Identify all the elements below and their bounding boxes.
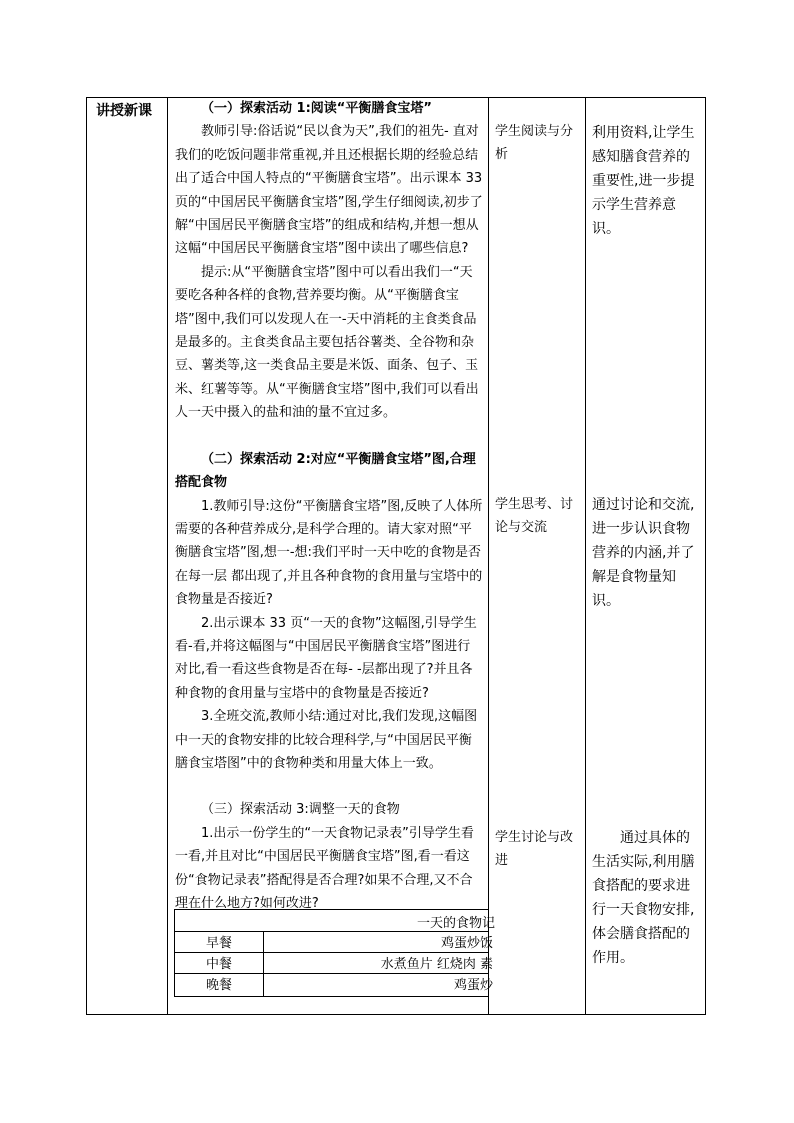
table-border-left [86, 97, 87, 1015]
section-2-paragraph: 3.全班交流,教师小结:通过对比,我们发现,这幅图中一天的食物安排的比较合理科学,与“中国居民平衡膳食宝塔图”中的食物种类和用量大体上一致。 [175, 709, 478, 771]
section-gap [175, 425, 483, 448]
column-divider-1 [167, 97, 168, 1015]
food-record-title: 一天的食物记 [416, 916, 495, 931]
food-record-header-row [175, 910, 495, 932]
table-row [175, 974, 493, 997]
table-row [175, 953, 493, 974]
column-divider-2 [488, 97, 489, 1015]
food-record-table [174, 909, 495, 997]
design-intent-2: 通过讨论和交流,进一步认识食物营养的内涵,并了解是食物量知识。 [592, 497, 695, 609]
design-intent-1: 利用资料,让学生感知膳食营养的重要性,进一步提示学生营养意识。 [592, 125, 695, 237]
lesson-plan-table [86, 97, 706, 1015]
row-label: 讲授新课 [96, 103, 152, 119]
meal-food: 鸡蛋炒 [453, 978, 493, 993]
table-border-right [705, 97, 706, 1015]
meal-food: 鸡蛋炒饭 [440, 936, 493, 951]
design-intent-3: 通过具体的生活实际,利用膳食搭配的要求进行一天食物安排,体会膳食搭配的作用。 [592, 830, 695, 966]
meal-name: 早餐 [175, 932, 264, 952]
section-2-title: （二）探索活动 2:对应“平衡膳食宝塔”图,合理搭配食物 [175, 451, 476, 491]
teaching-content [175, 97, 483, 915]
section-gap [175, 775, 483, 798]
section-2-paragraph: 1.教师引导:这份“平衡膳食宝塔”图,反映了人体所需要的各种营养成分,是科学合理的。请大家对照“平衡膳食宝塔”图,想一-想:我们平时一天中吃的食物是否在每一层 都出现了,并且各种食物的食用量与宝塔中的食物量是否接近? [175, 498, 483, 608]
table-border-bottom [86, 1014, 706, 1015]
section-1-title: （一）探索活动 1:阅读“平衡膳食宝塔” [201, 101, 432, 116]
student-activity-3: 学生讨论与改进 [495, 830, 574, 869]
table-row [175, 932, 493, 953]
section-1-paragraph: 教师引导:俗话说“民以食为天”,我们的祖先- 直对我们的吃饭问题非常重视,并且还根据长期的经验总结出了适合中国人特点的“平衡膳食宝塔”。出示课本 33 页的“中国居民平衡膳食宝塔”图,学生仔细阅读,初步了解“中国居民平衡膳食宝塔”的组成和结构,并想一想从这幅“中国居民平衡膳食宝塔”图中读出了哪些信息? [175, 124, 483, 257]
column-divider-3 [585, 97, 586, 1015]
meal-food: 水煮鱼片 红烧肉 素 [380, 957, 493, 972]
meal-name: 中餐 [175, 953, 264, 973]
student-activity-2: 学生思考、讨论与交流 [495, 497, 574, 536]
section-2-paragraph: 2.出示课本 33 页“一天的食物”这幅图,引导学生看-看,并将这幅图与“中国居民平衡膳食宝塔”图进行对比,看一看这些食物是否在每- -层都出现了?并且各种食物的食用量与宝塔中的食物量是否接近? [175, 615, 477, 701]
student-activity-1: 学生阅读与分析 [495, 124, 574, 163]
meal-name: 晚餐 [175, 974, 264, 996]
section-1-paragraph: 提示:从“平衡膳食宝塔”图中可以看出我们一“天要吃各种各样的食物,营养要均衡。从“平衡膳食宝塔”图中,我们可以发现人在一-天中消耗的主食类食品是最多的。主食类食品主要包括谷薯类、全谷物和杂豆、薯类等,这一类食品主要是米饭、面条、包子、玉米、红薯等等。从“平衡膳食宝塔”图中,我们可以看出人一天中摄入的盐和油的量不宜过多。 [175, 264, 479, 421]
section-3-title: （三）探索活动 3:调整一天的食物 [201, 802, 400, 818]
section-3-paragraph: 1.出示一份学生的“一天食物记录表”引导学生看一看,并且对比“中国居民平衡膳食宝塔”图,看一看这份“食物记录表”搭配得是否合理?如果不合理,又不合理在什么地方?如何改进? [175, 825, 474, 911]
